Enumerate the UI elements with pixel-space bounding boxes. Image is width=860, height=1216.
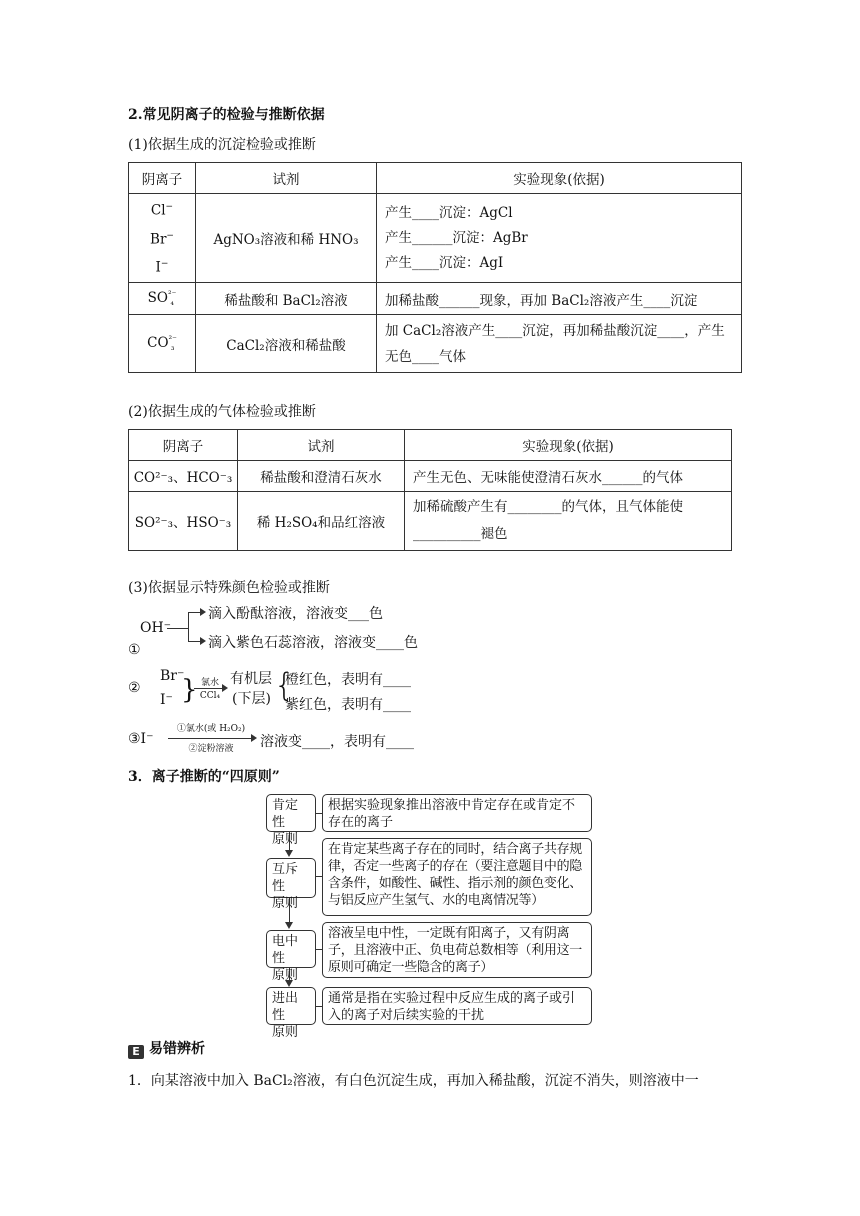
c2-result-b: 紫红色，表明有____ bbox=[285, 697, 411, 713]
principle-3-desc: 溶液呈电中性，一定既有阳离子，又有阴离子，且溶液中正、负电荷总数相等（利用这一原则可确定一些隐含的离子） bbox=[322, 922, 592, 978]
t2-row1-phenomenon: 产生无色、无味能使澄清石灰水______的气体 bbox=[405, 461, 732, 492]
errors-title: 易错辨析 bbox=[149, 1041, 205, 1057]
subsection-3-title: (3)依据显示特殊颜色检验或推断 bbox=[128, 580, 330, 596]
c1-branch-line bbox=[167, 628, 188, 629]
t1-row3-reagent: CaCl₂溶液和稀盐酸 bbox=[196, 315, 377, 373]
principle-1-desc: 根据实验现象推出溶液中肯定存在或肯定不存在的离子 bbox=[322, 794, 592, 832]
c1-arrow-a-icon bbox=[200, 608, 206, 616]
c3-arrow-line bbox=[168, 738, 252, 739]
c2-ion-br: Br⁻ bbox=[160, 668, 185, 684]
principle-1-name: 肯定性 原则 bbox=[266, 794, 316, 832]
errors-heading bbox=[128, 1038, 205, 1059]
c2-reagent-top: 氯水 bbox=[200, 678, 219, 688]
t1-row2-reagent: 稀盐酸和 BaCl₂溶液 bbox=[196, 283, 377, 315]
c2-left-brace-icon: { bbox=[274, 666, 295, 704]
connector-1-arrow-icon bbox=[285, 850, 293, 857]
c1-result-a: 滴入酚酞溶液，溶液变___色 bbox=[208, 606, 383, 622]
c3-reagent-bottom: ②淀粉溶液 bbox=[188, 744, 234, 754]
t2-row2-reagent: 稀 H₂SO₄和品红溶液 bbox=[238, 492, 405, 551]
t1-row1-ions: Cl− Br− I− bbox=[129, 194, 196, 283]
c3-reagent-top: ①氯水(或 H₂O₂) bbox=[176, 724, 246, 734]
errors-badge-icon: E bbox=[128, 1045, 144, 1059]
t1-row2-ion: SO²⁻ ₄ bbox=[129, 283, 196, 315]
principle-4-desc: 通常是指在实验过程中反应生成的离子或引入的离子对后续实验的干扰 bbox=[322, 987, 592, 1025]
principle-2-desc: 在肯定某些离子存在的同时，结合离子共存规律，否定一些离子的存在（要注意题目中的隐含条件，如酸性、碱性、指示剂的颜色变化、与铝反应产生氢气、水的电离情况等） bbox=[322, 838, 592, 916]
c2-label: ② bbox=[128, 680, 141, 696]
principle-3-name: 电中性 原则 bbox=[266, 930, 316, 968]
c3-result: 溶液变____，表明有____ bbox=[260, 734, 414, 750]
t2-row1-ion: CO²⁻₃、HCO⁻₃ bbox=[129, 461, 238, 492]
error-question-1: 1．向某溶液中加入 BaCl₂溶液，有白色沉淀生成，再加入稀盐酸，沉淀不消失，则溶液中一 bbox=[128, 1073, 699, 1089]
subsection-2-title: (2)依据生成的气体检验或推断 bbox=[128, 404, 316, 420]
t2-header-ion: 阴离子 bbox=[129, 430, 238, 461]
t2-header-phenomenon: 实验现象(依据) bbox=[405, 430, 732, 461]
c2-arrow-line bbox=[194, 688, 224, 689]
c3-ion: ③I⁻ bbox=[128, 731, 154, 747]
c2-result-a: 橙红色，表明有____ bbox=[285, 672, 411, 688]
c1-ion: OH⁻ bbox=[140, 620, 172, 636]
t2-row1-reagent: 稀盐酸和澄清石灰水 bbox=[238, 461, 405, 492]
t2-header-reagent: 试剂 bbox=[238, 430, 405, 461]
connector-2-arrow-icon bbox=[285, 922, 293, 929]
section-title: 2.常见阴离子的检验与推断依据 bbox=[128, 107, 325, 123]
t1-row3-phenomenon: 加 CaCl₂溶液产生____沉淀，再加稀盐酸沉淀____，产生无色____气体 bbox=[377, 315, 742, 373]
section-3-title: 3．离子推断的“四原则” bbox=[128, 769, 280, 785]
t1-row3-ion: CO²⁻ ₃ bbox=[129, 315, 196, 373]
c1-label: ① bbox=[128, 642, 141, 658]
t1-row1-phenomenon: 产生____沉淀：AgCl 产生______沉淀：AgBr 产生____沉淀：AgI bbox=[377, 194, 742, 283]
c2-ion-i: I⁻ bbox=[160, 692, 173, 708]
c1-result-b: 滴入紫色石蕊溶液，溶液变____色 bbox=[208, 635, 418, 651]
gas-table bbox=[128, 429, 732, 551]
t1-header-reagent: 试剂 bbox=[196, 163, 377, 194]
c2-reagent-bottom: CCl₄ bbox=[199, 691, 221, 701]
t1-header-ion: 阴离子 bbox=[129, 163, 196, 194]
subsection-1-title: (1)依据生成的沉淀检验或推断 bbox=[128, 137, 316, 153]
c2-brace-icon: } bbox=[181, 675, 198, 705]
principle-4-name: 进出性 原则 bbox=[266, 987, 316, 1025]
precipitate-table bbox=[128, 162, 742, 373]
c2-layer-1: 有机层 bbox=[230, 671, 272, 687]
c2-layer-2: (下层) bbox=[232, 691, 271, 707]
t2-row2-phenomenon: 加稀硫酸产生有________的气体，且气体能使__________褪色 bbox=[405, 492, 732, 551]
t1-header-phenomenon: 实验现象(依据) bbox=[377, 163, 742, 194]
principle-2-name: 互斥性 原则 bbox=[266, 858, 316, 898]
t1-row1-reagent: AgNO₃溶液和稀 HNO₃ bbox=[196, 194, 377, 283]
t1-row2-phenomenon: 加稀盐酸______现象，再加 BaCl₂溶液产生____沉淀 bbox=[377, 283, 742, 315]
c1-branch-vertical bbox=[188, 612, 189, 641]
c1-arrow-b-icon bbox=[200, 637, 206, 645]
t2-row2-ion: SO²⁻₃、HSO⁻₃ bbox=[129, 492, 238, 551]
